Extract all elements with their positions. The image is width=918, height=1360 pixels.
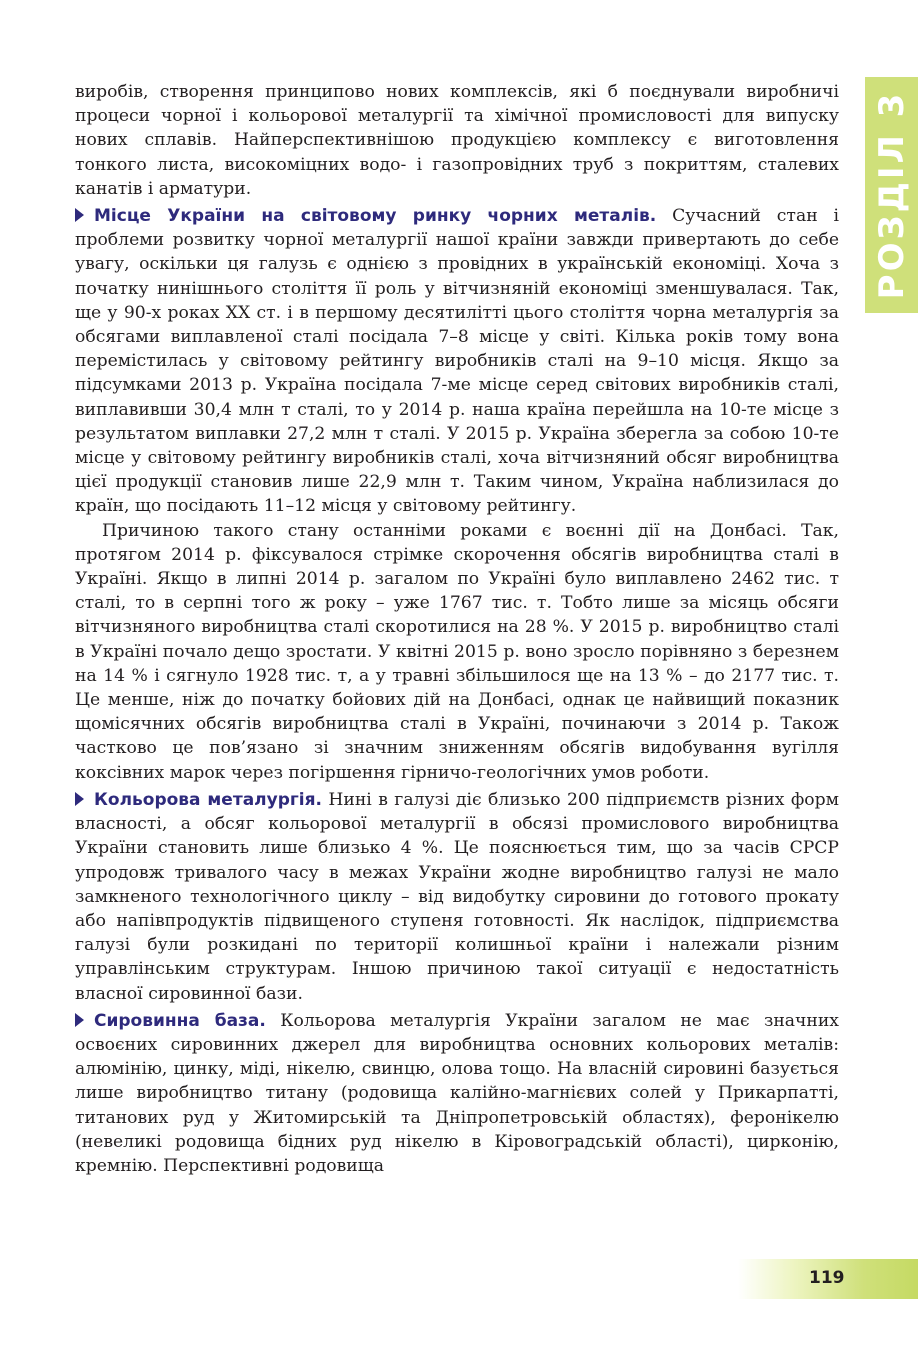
bullet-icon [75,208,84,222]
section-nonferrous [75,788,839,1006]
paragraph-intro: виробів, створення принципово нових комплексів, які б поєднували виробничі процеси чорної і кольорової металургії та хімічної промисловості для випуску нових сплавів. Найперспективнішою продукцією комплексу є виготовлення тонкого листа, високоміцних водо- і газопровідних труб з покриттям, сталевих канатів і арматури. [75,82,839,199]
bullet-icon [75,1013,84,1027]
section-body-nonferrous: Нині в галузі діє близько 200 підприємств різних форм власності, а обсяг кольорової металургії в обсязі промислового виробництва України становить лише близько 4 %. Це пояснюється тим, що за часів СРСР упродовж тривалого часу в межах України жодне виробництво галузі не мало замкненого технологічного циклу – від видобутку сировини до готового прокату або напівпродуктів підвищеного ступеня готовності. Як наслідок, підприємства галузі були розкидані по території колишньої країни і належали різним управлінським структурам. Іншою причиною такої ситуації є недостатність власної сировинної бази. [75,789,839,1004]
page-body [75,80,839,1178]
chapter-side-tab [865,77,918,313]
section-heading-world-market: Місце України на світовому ринку чорних металів. [94,206,657,227]
section-heading-nonferrous: Кольорова металургія. [94,789,322,810]
paragraph-donbas: Причиною такого стану останніми роками є воєнні дії на Донбасі. Так, протягом 2014 р. фіксувалося стрімке скорочення обсягів виробництва сталі в Україні. Якщо в липні 2014 р. загалом по Україні було виплавлено 2462 тис. т сталі, то в серпні того ж року – уже 1767 тис. т. Тобто лише за місяць обсяги вітчизняного виробництва сталі скоротилися на 28 %. У 2015 р. виробництво сталі в Україні почало дещо зростати. У квітні 2015 р. воно зросло порівняно з березнем на 14 % і сягнуло 1928 тис. т, а у травні збільшилося ще на 13 % – до 2177 тис. т. Це менше, ніж до початку бойових дій на Донбасі, однак це найвищий показник щомісячних обсягів виробництва сталі в Україні, починаючи з 2014 р. Також частково це пов’язано зі значним зниженням обсягів видобування вугілля коксівних марок через погіршення гірничо-геологічних умов роботи. [75,520,839,783]
bullet-icon [75,792,84,806]
section-heading-raw-materials: Сировинна база. [94,1010,266,1031]
section-world-market [75,204,839,519]
page-number: 119 [809,1268,845,1288]
section-body-raw-materials: Кольорова металургія України загалом не має значних освоєних сировинних джерел для виробництва основних кольорових металів: алюмінію, цинку, міді, нікелю, свинцю, олова тощо. На власній сировині базується лише виробництво титану (родовища калійно-магнієвих солей у Прикарпатті, титанових руд у Житомирській та Дніпропетровській областях), феронікелю (невеликі родовища бідних руд нікелю в Кіровоградській області), цирконію, кремнію. Перспективні родовища [75,1010,839,1176]
section-body-world-market: Сучасний стан і проблеми розвитку чорної металургії нашої країни завжди привертають до себе увагу, оскільки ця галузь є однією з провідних в українській економіці. Хоча з початку нинішнього століття її роль у вітчизняній економіці зменшувалася. Так, ще у 90-х роках XX ст. і в першому десятилітті цього століття чорна металургія за обсягами виплавленої сталі посідала 7–8 місце у світі. Кілька років тому вона перемістилась у світовому рейтингу виробників сталі на 9–10 місця. Якщо за підсумками 2013 р. Україна посідала 7-ме місце серед світових виробників сталі, виплавивши 30,4 млн т сталі, то у 2014 р. наша країна перейшла на 10-те місце з результатом виплавки 27,2 млн т сталі. У 2015 р. Україна зберегла за собою 10-те місце у світовому рейтингу виробників сталі, хоча вітчизняний обсяг виробництва цієї продукції становив лише 22,9 млн т. Таким чином, Україна наблизилася до країн, що посідають 11–12 місця у світовому рейтингу. [75,206,839,517]
chapter-label: РОЗДІЛ 3 [871,90,912,300]
section-raw-materials [75,1009,839,1178]
